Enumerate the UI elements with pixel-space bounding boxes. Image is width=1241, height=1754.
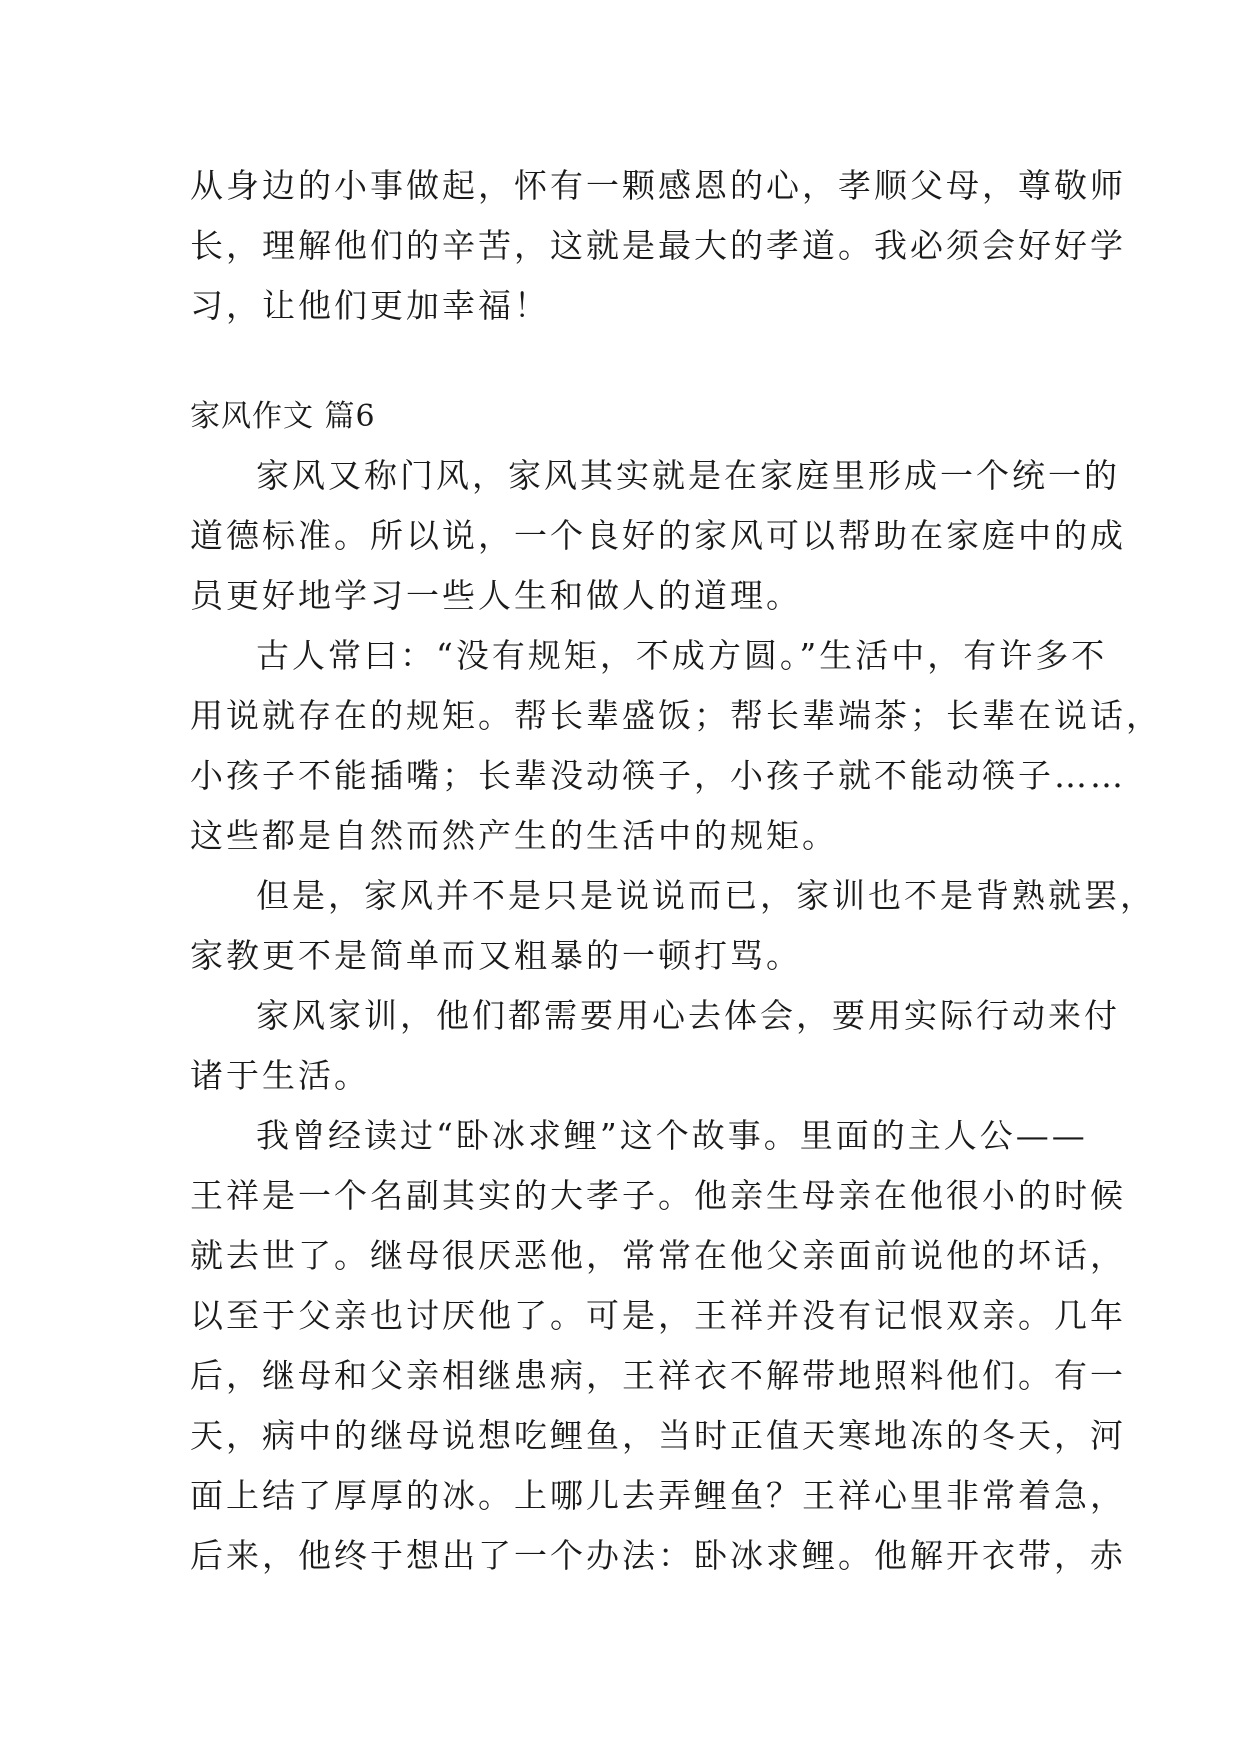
text-line: 就去世了。继母很厌恶他，常常在他父亲面前说他的坏话， <box>190 1236 1126 1275</box>
text-line: 长，理解他们的辛苦，这就是最大的孝道。我必须会好好学 <box>190 226 1126 265</box>
text-line: 王祥是一个名副其实的大孝子。他亲生母亲在他很小的时候 <box>190 1176 1126 1215</box>
text-line: 以至于父亲也讨厌他了。可是，王祥并没有记恨双亲。几年 <box>190 1296 1126 1335</box>
text-line: 道德标准。所以说，一个良好的家风可以帮助在家庭中的成 <box>190 516 1126 555</box>
text-line: 家风家训，他们都需要用心去体会，要用实际行动来付 <box>256 996 1120 1035</box>
intro-paragraph <box>190 156 1126 336</box>
text-line: 小孩子不能插嘴；长辈没动筷子，小孩子就不能动筷子…… <box>190 756 1126 795</box>
text-line: 古人常曰：“没有规矩，不成方圆。”生活中，有许多不 <box>256 636 1108 675</box>
text-line: 后来，他终于想出了一个办法：卧冰求鲤。他解开衣带，赤 <box>190 1536 1126 1575</box>
text-line: 我曾经读过“卧冰求鲤”这个故事。里面的主人公—— <box>256 1116 1088 1155</box>
text-line: 面上结了厚厚的冰。上哪儿去弄鲤鱼？王祥心里非常着急， <box>190 1476 1126 1515</box>
text-line: 员更好地学习一些人生和做人的道理。 <box>190 576 802 615</box>
text-line: 这些都是自然而然产生的生活中的规矩。 <box>190 816 838 855</box>
text-line: 但是，家风并不是只是说说而已，家训也不是背熟就罢， <box>256 876 1156 915</box>
text-line: 天，病中的继母说想吃鲤鱼，当时正值天寒地冻的冬天，河 <box>190 1416 1126 1455</box>
text-line: 家教更不是简单而又粗暴的一顿打骂。 <box>190 936 802 975</box>
essay-body <box>190 446 1162 1586</box>
section-heading: 家风作文 篇6 <box>190 399 376 434</box>
text-line: 家风又称门风，家风其实就是在家庭里形成一个统一的 <box>256 456 1120 495</box>
text-line: 诸于生活。 <box>190 1056 370 1095</box>
text-line: 从身边的小事做起，怀有一颗感恩的心，孝顺父母，尊敬师 <box>190 166 1126 205</box>
text-line: 用说就存在的规矩。帮长辈盛饭；帮长辈端茶；长辈在说话， <box>190 696 1162 735</box>
text-line: 后，继母和父亲相继患病，王祥衣不解带地照料他们。有一 <box>190 1356 1126 1395</box>
text-line: 习，让他们更加幸福！ <box>190 286 550 325</box>
